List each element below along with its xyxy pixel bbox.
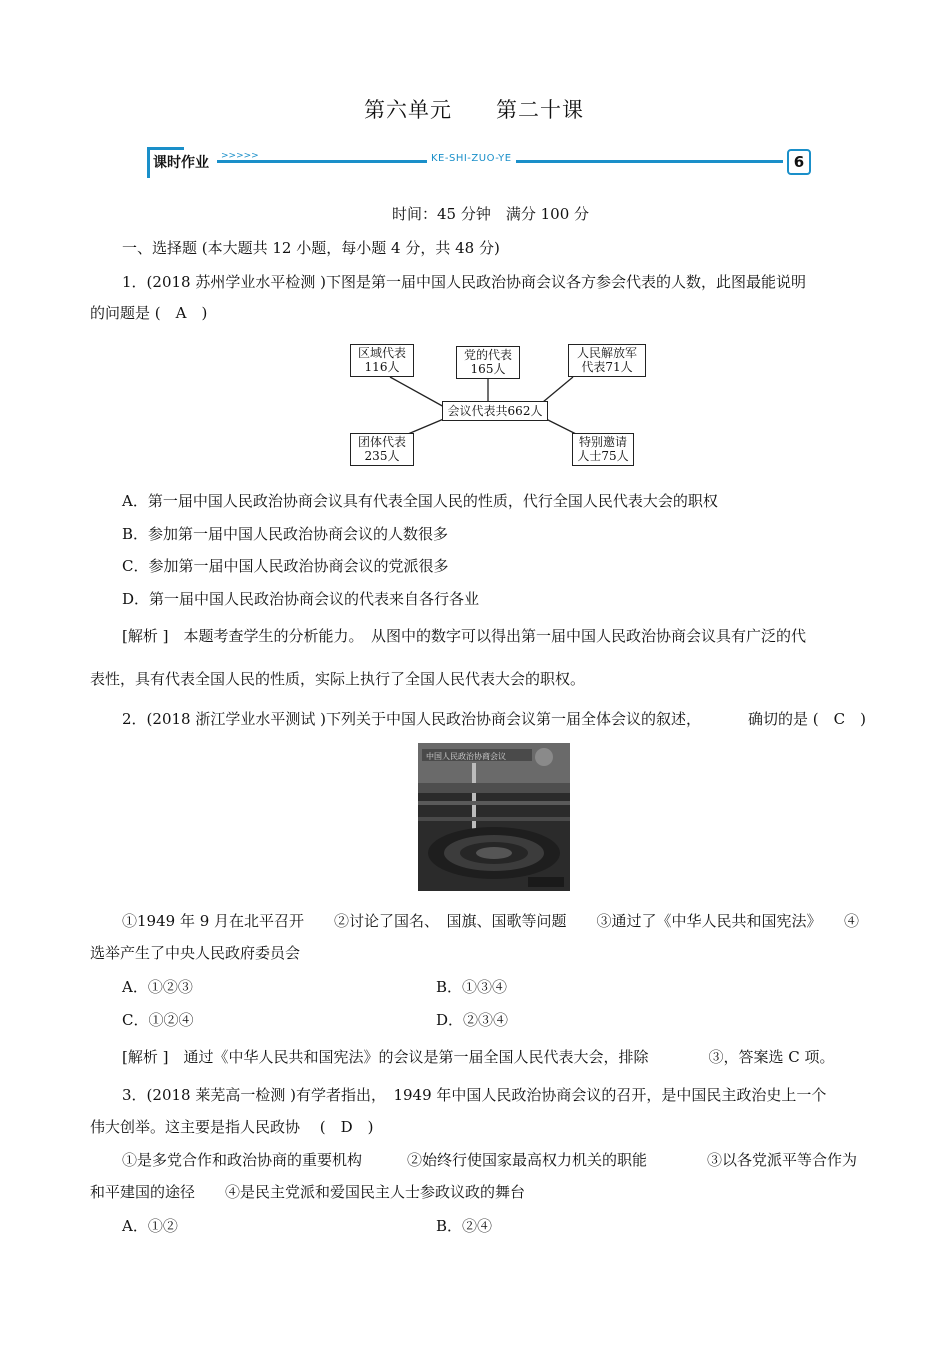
q2-stem: 2．(2018 浙江学业水平测试 )下列关于中国人民政治协商会议第一届全体会议的叙述， [122, 710, 701, 728]
q3-items-line1: ①是多党合作和政治协商的重要机构 ②始终行使国家最高权力机关的职能 ③以各党派平等合作为 [122, 1151, 858, 1169]
banner-arrows: >>>>> [221, 151, 259, 161]
q2-items-line2: 选举产生了中央人民政府委员会 [90, 944, 301, 962]
q2-items-line1: ①1949 年 9 月在北平召开 ②讨论了国名、 国旗、国歌等问题 ③通过了《中华人民共和国宪法》 ④ [122, 912, 860, 930]
banner-number: 6 [787, 149, 811, 175]
q1-option-b: B．参加第一届中国人民政治协商会议的人数很多 [122, 525, 449, 543]
q3-stem-line1: 3．(2018 莱芜高一检测 )有学者指出， 1949 年中国人民政治协商会议的召开，是中国民主政治史上一个 [122, 1086, 827, 1104]
node-pla: 人民解放军 代表71人 [568, 344, 646, 377]
q3-option-b: B．②④ [436, 1217, 493, 1235]
q3-option-a: A．①② [122, 1217, 178, 1235]
q3-stem-line2: 伟大创举。这主要是指人民政协 ( D ) [90, 1118, 374, 1136]
time-limit: 时间：45 分钟 满分 100 分 [392, 205, 590, 223]
node-regional: 区域代表 116人 [350, 344, 414, 377]
q2-analysis: [解析 ] 通过《中华人民共和国宪法》的会议是第一届全国人民代表大会，排除 ③，答案选 C 项。 [122, 1048, 835, 1066]
q2-option-c: C．①②④ [122, 1011, 194, 1029]
q2-stem-answer: 确切的是 ( C ) [748, 710, 866, 728]
node-party: 党的代表 165人 [456, 346, 520, 379]
q1-option-a: A．第一届中国人民政治协商会议具有代表全国人民的性质，代行全国人民代表大会的职权 [122, 492, 718, 510]
q3-items-line2: 和平建国的途径 ④是民主党派和爱国民主人士参政议政的舞台 [90, 1183, 526, 1201]
q1-analysis-line1: [解析 ] 本题考查学生的分析能力。 从图中的数字可以得出第一届中国人民政治协商会议具有广泛的代 [122, 627, 806, 645]
node-invited: 特别邀请 人士75人 [572, 433, 634, 466]
q2-option-a: A．①②③ [122, 978, 193, 996]
delegates-diagram [348, 340, 648, 470]
page-title: 第六单元 第二十课 [364, 98, 584, 122]
congress-photo [418, 743, 570, 891]
banner-label: 课时作业 [153, 155, 209, 171]
node-total: 会议代表共662人 [442, 401, 548, 421]
q1-stem-line2: 的问题是 ( A ) [90, 304, 208, 322]
q1-analysis-line2: 表性，具有代表全国人民的性质，实际上执行了全国人民代表大会的职权。 [90, 670, 586, 688]
q1-option-c: C．参加第一届中国人民政治协商会议的党派很多 [122, 557, 449, 575]
q1-stem-line1: 1．(2018 苏州学业水平检测 )下图是第一届中国人民政治协商会议各方参会代表的人数，此图最能说明 [122, 273, 806, 291]
photo-banner-text: 中国人民政治协商会议 [426, 752, 506, 761]
node-groups: 团体代表 235人 [350, 433, 414, 466]
q1-option-d: D．第一届中国人民政治协商会议的代表来自各行各业 [122, 590, 480, 608]
section-heading: 一、选择题 (本大题共 12 小题，每小题 4 分，共 48 分) [122, 239, 500, 257]
q2-option-b: B．①③④ [436, 978, 508, 996]
q2-option-d: D．②③④ [436, 1011, 509, 1029]
banner-pinyin: KE-SHI-ZUO-YE [427, 153, 516, 164]
section-banner [147, 147, 813, 179]
congress-photo-image [418, 743, 570, 891]
